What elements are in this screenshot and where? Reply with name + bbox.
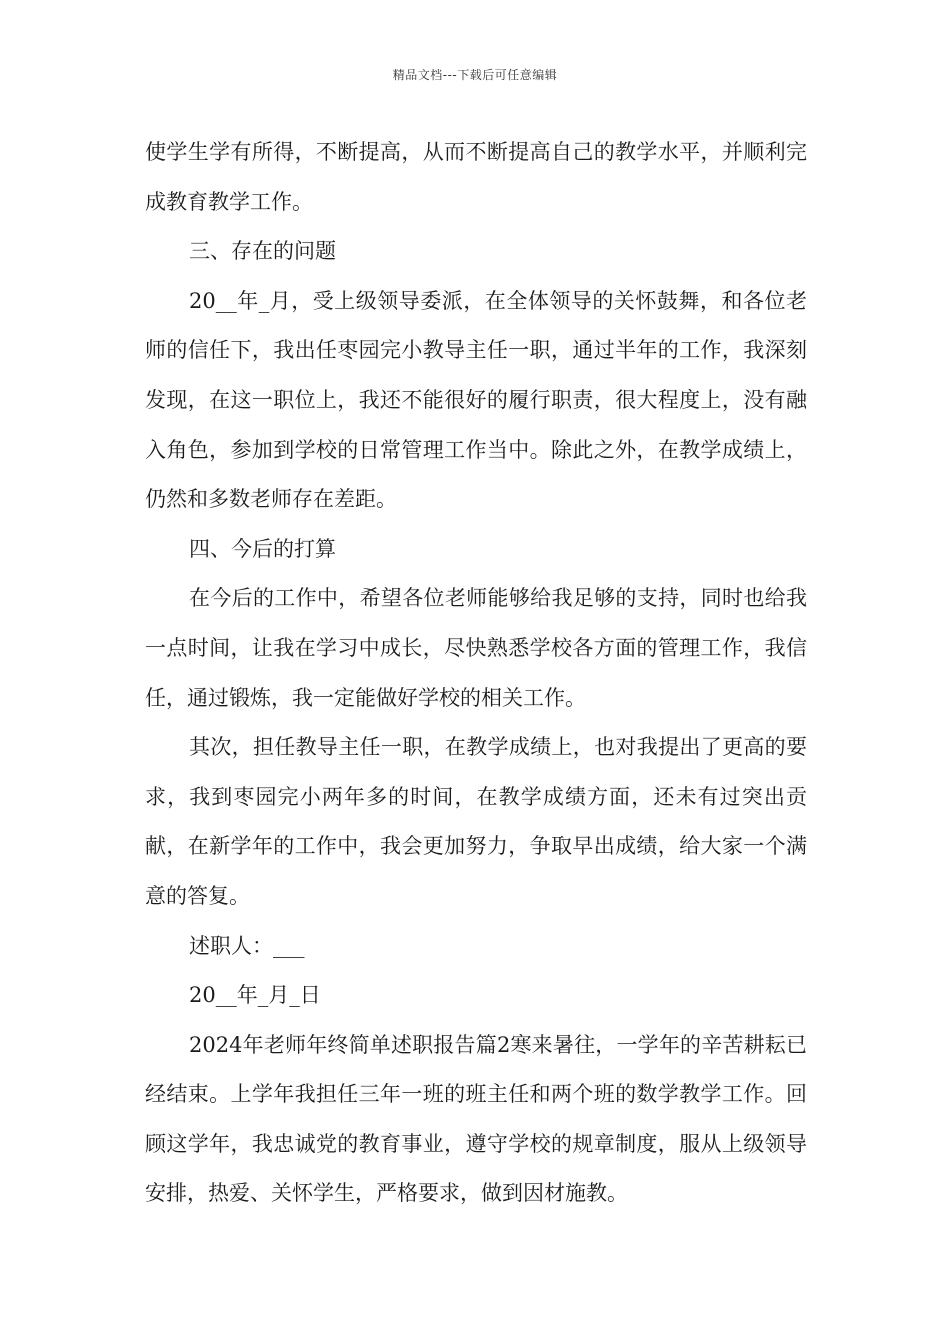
paragraph-continuation: 使学生学有所得，不断提高，从而不断提高自己的教学水平，并顺利完成教育教学工作。 xyxy=(145,140,807,214)
paragraph-plans: 在今后的工作中，希望各位老师能够给我足够的支持，同时也给我一点时间，让我在学习中成长，尽快熟悉学校各方面的管理工作，我信任，通过锻炼，我一定能做好学校的相关工作。 xyxy=(145,586,807,710)
section-heading-problems: 三、存在的问题 xyxy=(189,239,336,264)
page-header: 精品文档---下载后可任意编辑 xyxy=(392,68,558,82)
document-body xyxy=(145,128,807,1219)
paragraph-secondly: 其次，担任教导主任一职，在教学成绩上，也对我提出了更高的要求，我到枣园完小两年多的时间，在教学成绩方面，还未有过突出贡献，在新学年的工作中，我会更加努力，争取早出成绩，给大家一个满意的答复。 xyxy=(145,735,807,908)
date-line: 20__年_月_日 xyxy=(189,983,321,1008)
signature-line: 述职人：___ xyxy=(189,933,305,958)
paragraph-problems: 20__年_月，受上级领导委派，在全体领导的关怀鼓舞，和各位老师的信任下，我出任枣园完小教导主任一职，通过半年的工作，我深刻发现，在这一职位上，我还不能很好的履行职责，很大程度上，没有融入角色，参加到学校的日常管理工作当中。除此之外，在教学成绩上，仍然和多数老师存在差距。 xyxy=(145,288,807,512)
section-heading-plans: 四、今后的打算 xyxy=(189,536,336,561)
paragraph-report-2: 2024年老师年终简单述职报告篇2寒来暑往，一学年的辛苦耕耘已经结束。上学年我担任三年一班的班主任和两个班的数学教学工作。回顾这学年，我忠诚党的教育事业，遵守学校的规章制度，服从上级领导安排，热爱、关怀学生，严格要求，做到因材施教。 xyxy=(145,1032,807,1206)
